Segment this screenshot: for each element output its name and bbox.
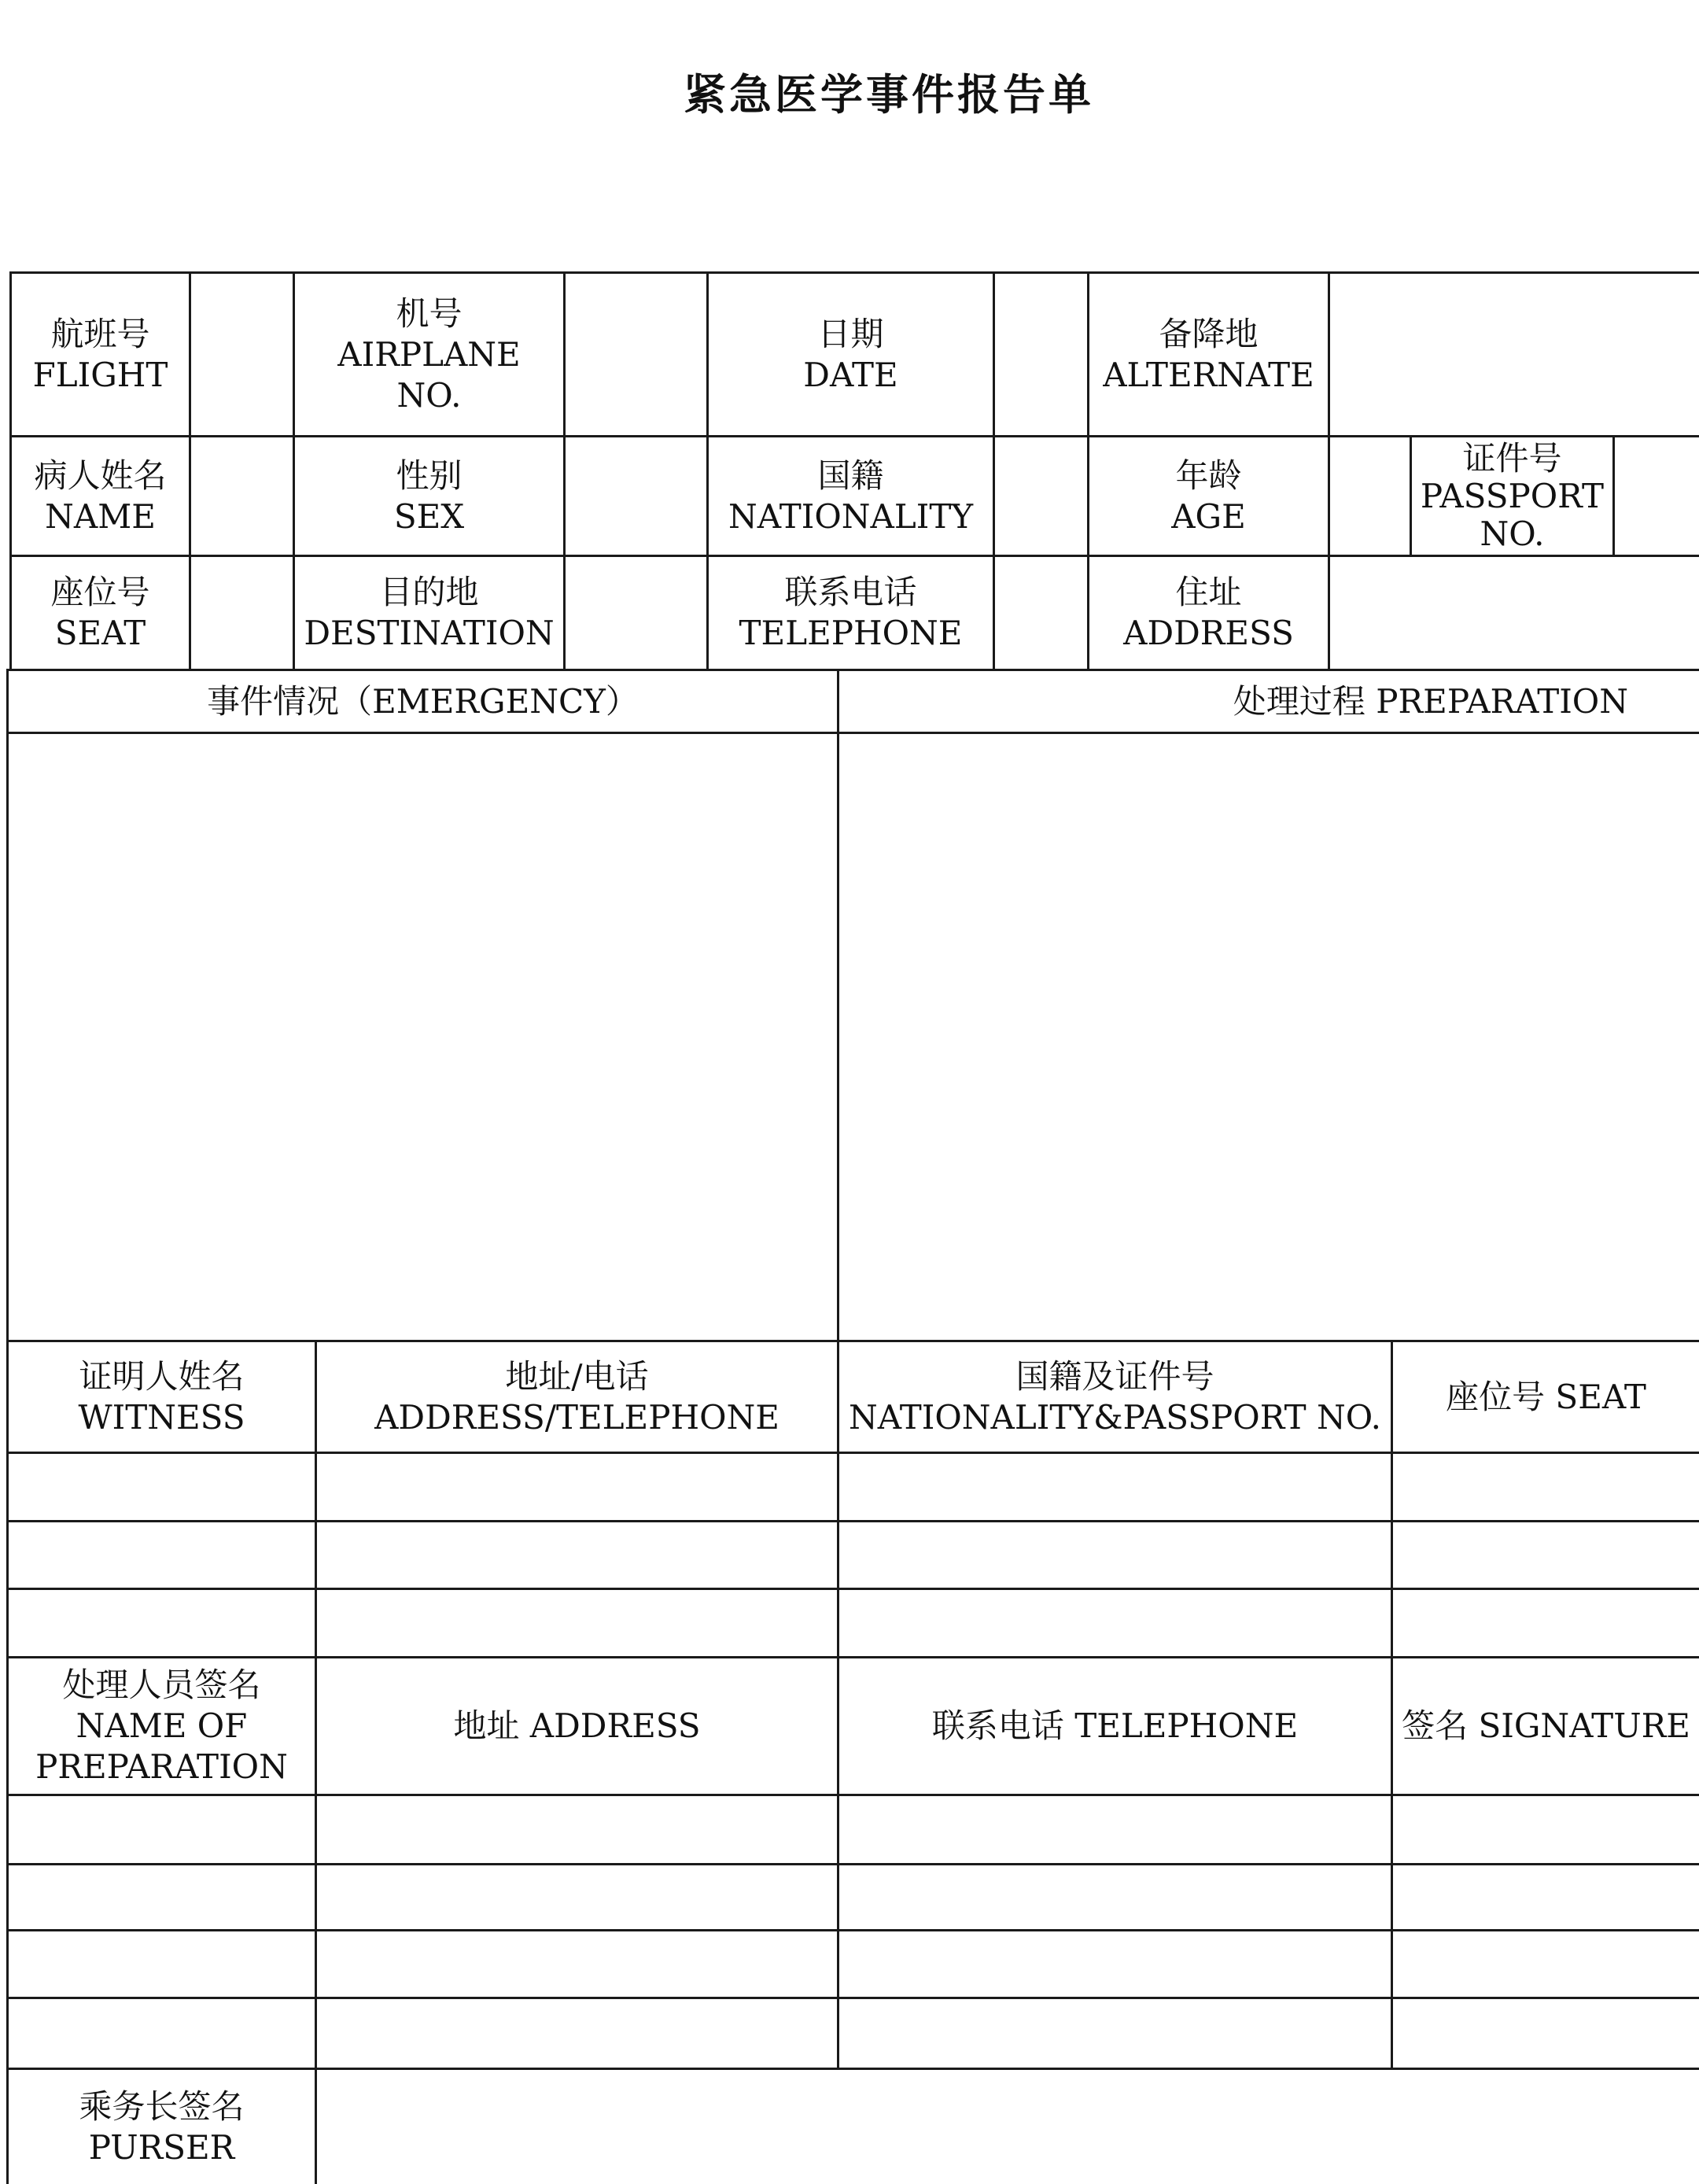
passport-value[interactable]	[1615, 437, 1699, 555]
handler-row[interactable]	[9, 1931, 1699, 1997]
address-value[interactable]	[1330, 557, 1699, 669]
destination-value[interactable]	[566, 557, 706, 669]
handler-row[interactable]	[9, 1999, 1699, 2068]
name-value[interactable]	[191, 437, 293, 555]
telephone-label: 联系电话 TELEPHONE	[739, 573, 963, 652]
witness-name-header: 证明人姓名 WITNESS	[78, 1356, 245, 1437]
form-title: 紧急医学事件报告单	[684, 69, 1094, 120]
witness-row[interactable]	[9, 1590, 1699, 1656]
age-value[interactable]	[1330, 437, 1410, 555]
telephone-value[interactable]	[995, 557, 1087, 669]
name-label: 病人姓名 NAME	[34, 456, 167, 536]
alternate-label: 备降地 ALTERNATE	[1103, 314, 1314, 394]
nationality-label: 国籍 NATIONALITY	[728, 456, 974, 536]
airplane-value[interactable]	[566, 274, 706, 435]
witness-row[interactable]	[9, 1522, 1699, 1588]
flight-value[interactable]	[191, 274, 293, 435]
sex-value[interactable]	[566, 437, 706, 555]
seat-label: 座位号 SEAT	[50, 573, 150, 652]
date-label: 日期 DATE	[803, 314, 898, 394]
handler-row[interactable]	[9, 1865, 1699, 1929]
date-value[interactable]	[995, 274, 1087, 435]
emergency-heading: 事件情况（EMERGENCY）	[207, 681, 639, 721]
airplane-label: 机号 AIRPLANE NO.	[337, 293, 521, 415]
flight-label: 航班号 FLIGHT	[32, 314, 168, 394]
handler-address-header: 地址 ADDRESS	[453, 1706, 701, 1745]
purser-label: 乘务长签名 PURSER	[79, 2086, 245, 2167]
handler-row[interactable]	[9, 1796, 1699, 1863]
passport-label: 证件号 PASSPORT NO.	[1420, 438, 1605, 553]
witness-address-header: 地址/电话 ADDRESS/TELEPHONE	[374, 1356, 779, 1437]
handler-name-header: 处理人员签名 NAME OF PREPARATION	[35, 1666, 288, 1786]
seat-value[interactable]	[191, 557, 293, 669]
sex-label: 性别 SEX	[393, 456, 465, 536]
witness-seat-header: 座位号 SEAT	[1446, 1377, 1646, 1416]
witness-nationality-header: 国籍及证件号 NATIONALITY&PASSPORT NO.	[848, 1356, 1382, 1437]
destination-label: 目的地 DESTINATION	[304, 573, 555, 652]
preparation-heading: 处理过程 PREPARATION	[1233, 681, 1628, 721]
emergency-text-area[interactable]	[9, 734, 837, 1340]
nationality-value[interactable]	[995, 437, 1087, 555]
witness-row[interactable]	[9, 1454, 1699, 1520]
handler-signature-header: 签名 SIGNATURE	[1402, 1706, 1690, 1745]
purser-signature-field[interactable]	[317, 2070, 1699, 2184]
alternate-value[interactable]	[1330, 274, 1699, 435]
preparation-text-area[interactable]	[839, 734, 1699, 1340]
age-label: 年龄 AGE	[1171, 456, 1246, 536]
address-label: 住址 ADDRESS	[1123, 573, 1294, 652]
handler-telephone-header: 联系电话 TELEPHONE	[931, 1706, 1299, 1745]
